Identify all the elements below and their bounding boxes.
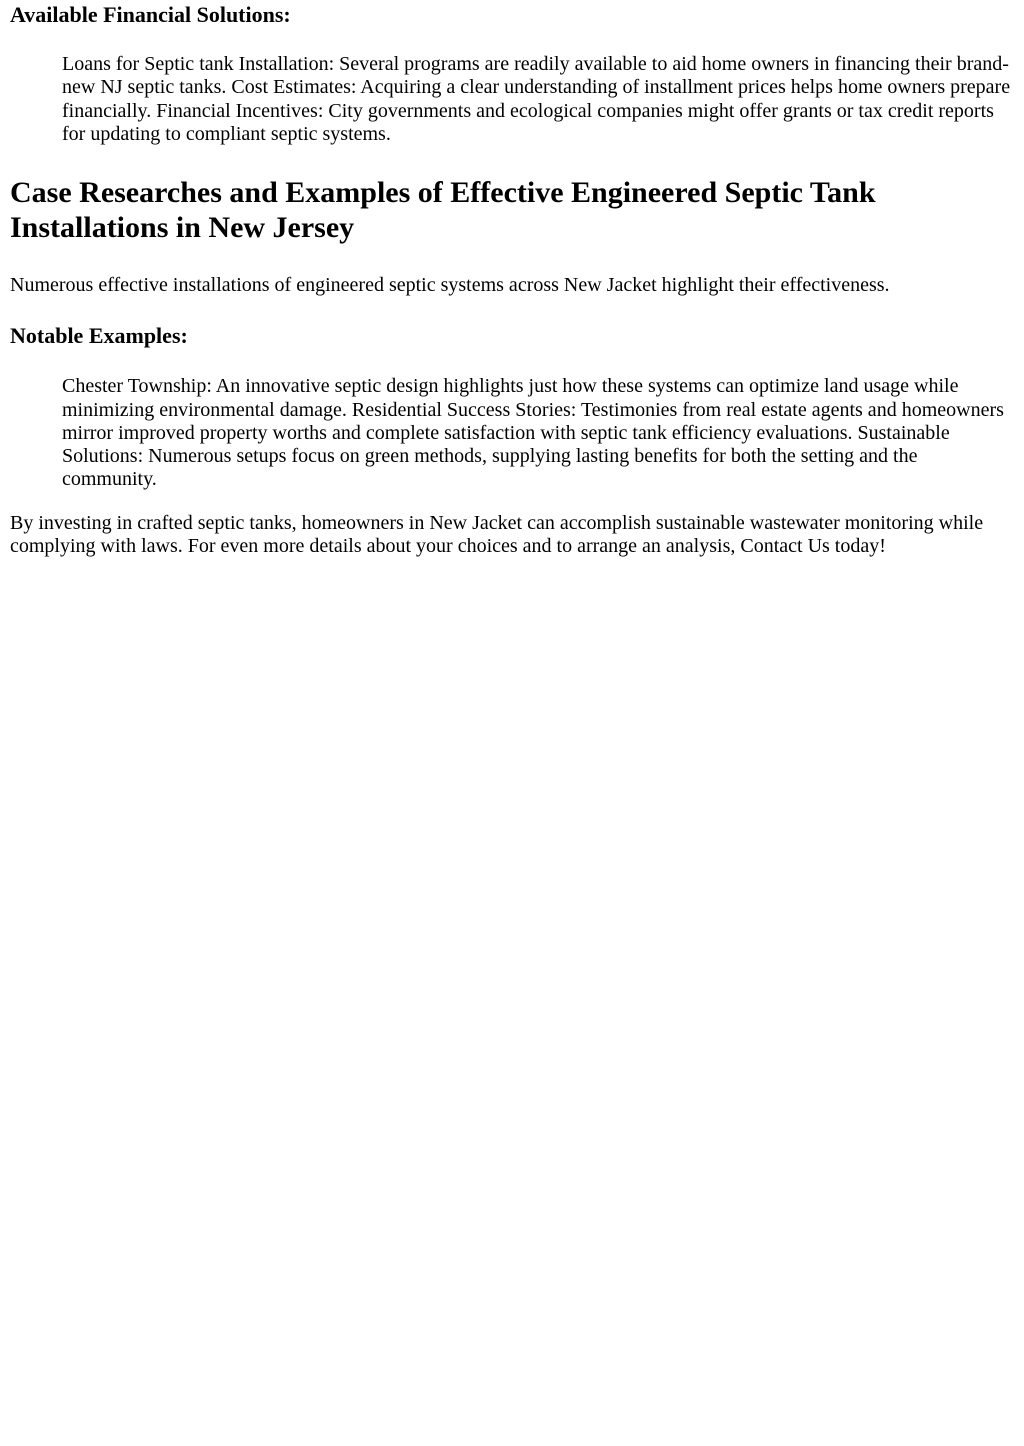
financial-solutions-text: Loans for Septic tank Installation: Several programs are readily available to aid home owners in financing their brand-new NJ septic tanks. Cost Estimates: Acquiring a clear understanding of installment prices helps home owners prepare financially. Financial Incentives: City governments and ecological companies might offer grants or tax credit reports for updating to compliant septic systems. <box>62 53 1011 145</box>
notable-examples-heading: Notable Examples: <box>10 323 188 349</box>
notable-examples-text: Chester Township: An innovative septic design highlights just how these systems can optimize land usage while minimizing environmental damage. Residential Success Stories: Testimonies from real estate agents and homeowners mirror improved property worths and complete satisfaction with septic tank efficiency evaluations. Sustainable Solutions: Numerous setups focus on green methods, supplying lasting benefits for both the setting and the community. <box>62 375 1004 491</box>
case-studies-intro: Numerous effective installations of engineered septic systems across New Jacket highlight their effectiveness. <box>10 274 890 296</box>
closing-paragraph: By investing in crafted septic tanks, homeowners in New Jacket can accomplish sustainable wastewater monitoring while complying with laws. For even more details about your choices and to arrange an analysis, Contact Us today! <box>10 511 984 557</box>
case-studies-heading: Case Researches and Examples of Effective Engineered Septic Tank Installations in New Jersey <box>10 176 876 244</box>
financial-solutions-heading: Available Financial Solutions: <box>10 2 291 27</box>
